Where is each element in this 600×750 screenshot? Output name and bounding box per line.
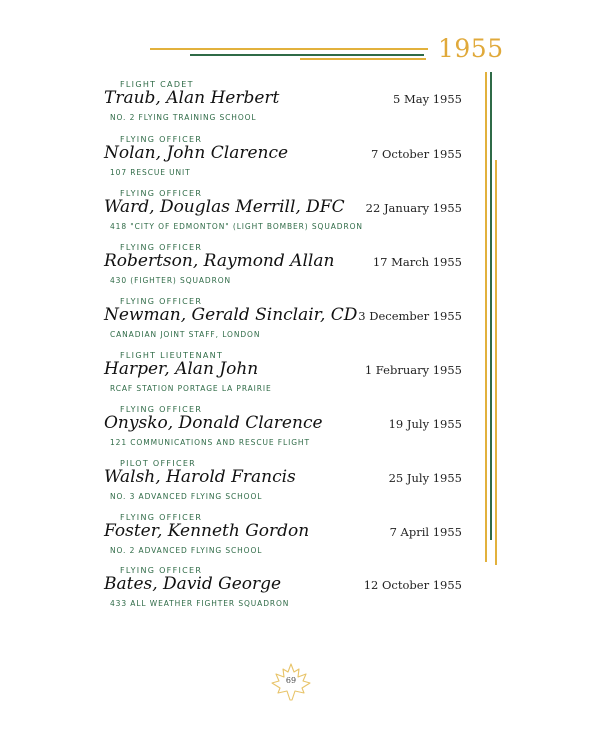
entry-unit: 107 RESCUE UNIT <box>110 168 191 177</box>
page-number-emblem <box>268 662 314 702</box>
entry-unit: 121 COMMUNICATIONS AND RESCUE FLIGHT <box>110 438 310 447</box>
entry-unit: CANADIAN JOINT STAFF, LONDON <box>110 330 261 339</box>
entry-name: Onysko, Donald Clarence <box>104 413 323 433</box>
entry-rank: FLIGHT CADET <box>120 80 194 89</box>
memorial-entry <box>104 189 474 243</box>
entry-rank: FLYING OFFICER <box>120 189 203 198</box>
memorial-entry <box>104 405 474 459</box>
entry-date: 17 March 1955 <box>372 255 462 269</box>
entry-name: Foster, Kenneth Gordon <box>104 521 310 541</box>
memorial-entry <box>104 243 474 297</box>
memorial-entry <box>104 80 474 134</box>
entry-date: 5 May 1955 <box>392 92 462 106</box>
entry-name: Bates, David George <box>104 574 282 594</box>
entry-name: Robertson, Raymond Allan <box>104 251 335 271</box>
entry-rank: FLYING OFFICER <box>120 135 203 144</box>
side-rule-green <box>490 72 492 540</box>
entry-date: 1 February 1955 <box>364 363 462 377</box>
entry-unit: RCAF STATION PORTAGE LA PRAIRIE <box>110 384 272 393</box>
entry-rank: FLYING OFFICER <box>120 297 203 306</box>
page-year: 1955 <box>438 34 504 63</box>
header-rule-green <box>190 54 424 56</box>
entry-unit: 430 (FIGHTER) SQUADRON <box>110 276 232 285</box>
entry-rank: FLYING OFFICER <box>120 243 203 252</box>
entry-date: 3 December 1955 <box>358 309 462 323</box>
memorial-entry <box>104 351 474 405</box>
entry-unit: NO. 3 ADVANCED FLYING SCHOOL <box>110 492 263 501</box>
entry-name: Newman, Gerald Sinclair, CD <box>104 305 358 325</box>
entry-rank: FLIGHT LIEUTENANT <box>120 351 224 360</box>
header-rule-gold <box>150 48 428 50</box>
entry-unit: NO. 2 ADVANCED FLYING SCHOOL <box>110 546 263 555</box>
header-rule-gold-short <box>300 58 426 60</box>
side-rule-gold <box>485 72 487 562</box>
entry-date: 7 October 1955 <box>371 147 462 161</box>
entry-rank: FLYING OFFICER <box>120 566 203 575</box>
page-number: 69 <box>285 676 297 685</box>
entry-name: Nolan, John Clarence <box>104 143 289 163</box>
memorial-entry <box>104 566 474 620</box>
entry-name: Harper, Alan John <box>104 359 259 379</box>
entry-rank: FLYING OFFICER <box>120 513 203 522</box>
memorial-entry <box>104 135 474 189</box>
memorial-entry <box>104 459 474 513</box>
entry-date: 12 October 1955 <box>363 578 462 592</box>
entry-date: 7 April 1955 <box>389 525 462 539</box>
entry-unit: NO. 2 FLYING TRAINING SCHOOL <box>110 113 257 122</box>
entry-rank: PILOT OFFICER <box>120 459 197 468</box>
entry-name: Walsh, Harold Francis <box>104 467 296 487</box>
entry-name: Traub, Alan Herbert <box>104 88 280 108</box>
entry-name: Ward, Douglas Merrill, DFC <box>104 197 345 217</box>
entry-unit: 433 ALL WEATHER FIGHTER SQUADRON <box>110 599 290 608</box>
entry-date: 19 July 1955 <box>388 417 462 431</box>
entry-date: 22 January 1955 <box>365 201 462 215</box>
memorial-entry <box>104 513 474 567</box>
entry-rank: FLYING OFFICER <box>120 405 203 414</box>
side-rule-gold-thin <box>495 160 497 565</box>
entry-unit: 418 "CITY OF EDMONTON" (LIGHT BOMBER) SQUADRON <box>110 222 363 231</box>
entry-date: 25 July 1955 <box>388 471 462 485</box>
memorial-entry <box>104 297 474 351</box>
